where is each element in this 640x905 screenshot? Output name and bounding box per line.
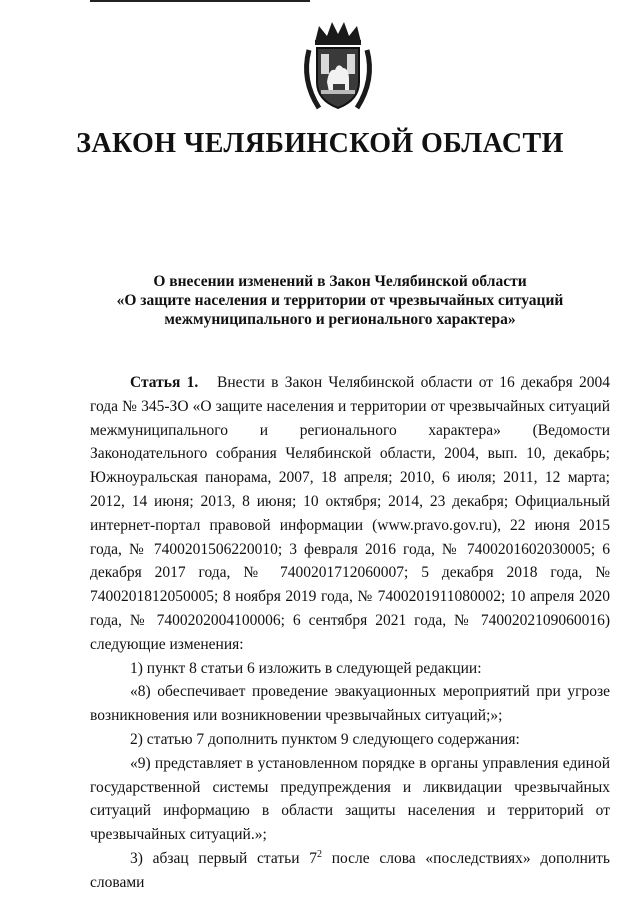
list-item: «8) обеспечивает проведение эвакуационных мероприятий при угрозе возникновения или возникновении чрезвычайных ситуаций;»; [90, 683, 610, 725]
last-item-prefix: 3) абзац первый статьи 7 [130, 849, 317, 867]
list-item: «9) представляет в установленном порядке в органы управления единой государственной системы предупреждения и ликвидации чрезвычайных ситуаций информацию в области защиты населения и территорий от чрезвычайных ситуаций.»; [90, 754, 610, 844]
last-item-suffix: после слова «последствиях» дополнить словами [90, 849, 611, 891]
top-rule [90, 0, 310, 2]
law-heading [60, 272, 620, 329]
article-paragraph [90, 371, 610, 657]
heading-line: межмуниципального и регионального характера» [164, 311, 516, 328]
list-item: 1) пункт 8 статьи 6 изложить в следующей редакции: [130, 659, 482, 677]
article-superscript: 2 [316, 848, 322, 860]
list-item: 2) статью 7 дополнить пунктом 9 следующего содержания: [130, 730, 520, 748]
heading-line: «О защите населения и территории от чрезвычайных ситуаций [116, 292, 564, 309]
article-number: Статья 1. [130, 374, 199, 391]
law-body [90, 371, 610, 895]
heading-line: О внесении изменений в Закон Челябинской области [153, 273, 527, 290]
list-item [90, 847, 610, 895]
article-intro: Внести в Закон Челябинской области от 16 декабря 2004 года № 345-ЗО «О защите населения и территории от чрезвычайных ситуаций межмуниципального и регионального характера» (Ведомости Законодательного собрания Челябинской области, 2004, вып. 10, декабрь; Южноуральская панорама, 2007, 18 апреля; 2010, 6 июля; 2011, 12 марта; 2012, 14 июня; 2013, 8 июня; 10 октября; 2014, 23 декабря; Официальный интернет-портал правовой информации (www.pravo.gov.ru), 22 июня 2015 года, № 7400201506220010; 3 февраля 2016 года, № 7400201602030005; 6 декабря 2017 года, № 7400201712060007; 5 декабря 2018 года, № 7400201812050005; 8 ноября 2019 года, № 7400201911080002; 10 апреля 2020 года, № 7400202004100006; 6 сентября 2021 года, № 7400202109060016) следующие изменения: [90, 374, 610, 653]
chelyabinsk-coat-of-arms-icon [297, 20, 379, 116]
law-title: ЗАКОН ЧЕЛЯБИНСКОЙ ОБЛАСТИ [76, 128, 564, 159]
